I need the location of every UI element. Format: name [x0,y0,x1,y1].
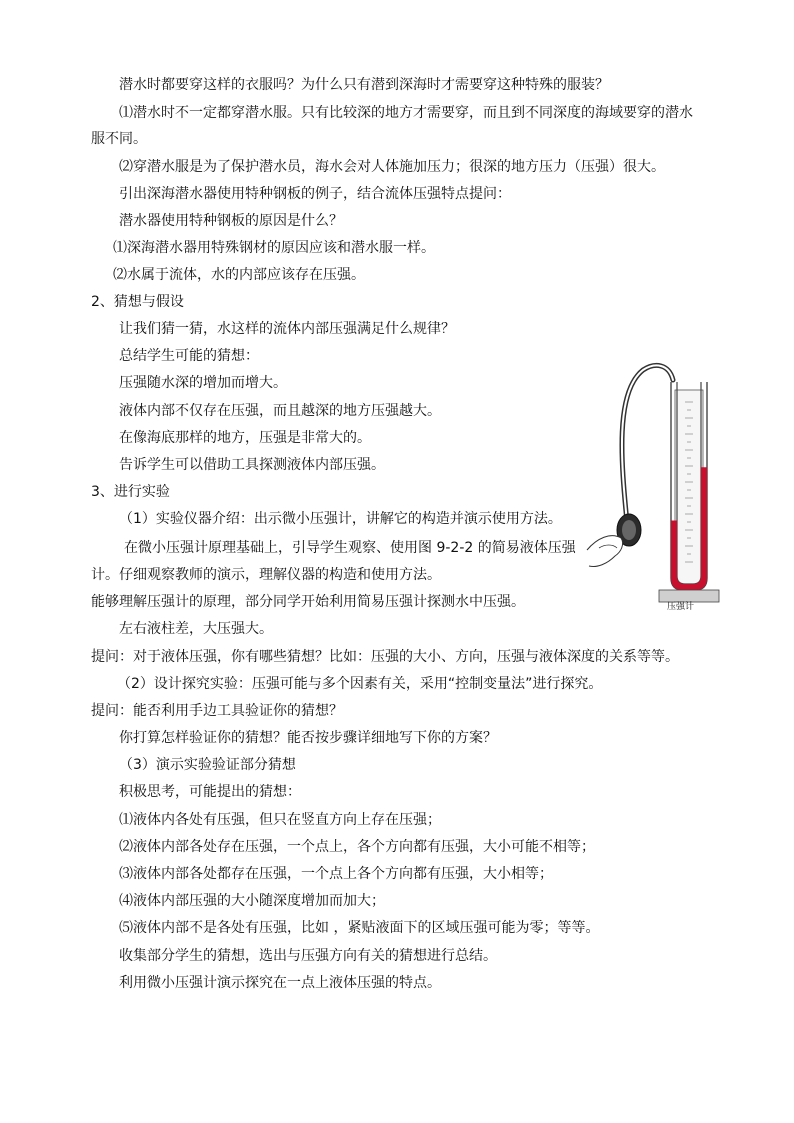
text-line: 提问：对于液体压强，你有哪些猜想？比如：压强的大小、方向，压强与液体深度的关系等等。 [91,649,679,665]
text-line: 计。仔细观察教师的演示，理解仪器的构造和使用方法。 [91,567,441,583]
stand-base [659,590,719,602]
text-line: （1）实验仪器介绍：出示微小压强计，讲解它的构造并演示使用方法。 [119,511,562,527]
text-line: ⑴液体内各处有压强，但只在竖直方向上存在压强； [119,812,441,828]
text-line: 收集部分学生的猜想，选出与压强方向有关的猜想进行总结。 [119,948,497,964]
text-line: 积极思考，可能提出的猜想： [119,784,301,800]
text-line: 液体内部不仅存在压强，而且越深的地方压强越大。 [119,403,441,419]
text-line: 在像海底那样的地方，压强是非常大的。 [119,430,371,446]
pressure-gauge-figure [585,352,725,612]
text-line: （3）演示实验验证部分猜想 [119,757,296,773]
text-line: ⑴深海潜水器用特殊钢材的原因应该和潜水服一样。 [113,240,435,256]
text-line: ⑶液体内部各处都存在压强，一个点上各个方向都有压强，大小相等； [119,866,553,882]
hand-outline [587,536,623,567]
liquid-right-column [701,467,707,564]
text-line: 提问：能否利用手边工具验证你的猜想？ [91,703,343,719]
text-line: （2）设计探究实验：压强可能与多个因素有关，采用“控制变量法”进行探究。 [117,676,603,692]
section-heading: 3、进行实验 [91,484,170,500]
text-line: 能够理解压强计的原理，部分同学开始利用简易压强计探测水中压强。 [91,594,525,610]
section-heading: 2、猜想与假设 [91,294,184,310]
text-line: 潜水时都要穿这样的衣服吗？为什么只有潜到深海时才需要穿这种特殊的服装？ [119,77,609,93]
text-line: 压强随水深的增加而增大。 [119,375,287,391]
text-line: ⑵穿潜水服是为了保护潜水员，海水会对人体施加压力；很深的地方压力（压强）很大。 [119,159,665,175]
text-line: ⑸液体内部不是各处有压强，比如 ，紧贴液面下的区域压强可能为零；等等。 [119,920,600,936]
text-line: 引出深海潜水器使用特种钢板的例子，结合流体压强特点提问： [119,186,511,202]
text-line: 在微小压强计原理基础上，引导学生观察、使用图 9-2-2 的简易液体压强 [124,540,576,556]
text-line: 左右液柱差，大压强大。 [119,621,273,637]
text-line: 潜水器使用特种钢板的原因是什么？ [119,213,343,229]
text-line: ⑵水属于流体，水的内部应该存在压强。 [113,267,365,283]
text-line: 让我们猜一猜，水这样的流体内部压强满足什么规律？ [119,321,455,337]
text-line: ⑴潜水时不一定都穿潜水服。只有比较深的地方才需要穿，而且到不同深度的海域要穿的潜水 [119,105,693,121]
liquid-left-column [671,520,677,564]
figure-caption: 压强计 [667,602,695,612]
text-line: 总结学生可能的猜想： [119,348,259,364]
text-line: 你打算怎样验证你的猜想？能否按步骤详细地写下你的方案？ [119,730,497,746]
text-line: ⑵液体内部各处存在压强，一个点上，各个方向都有压强，大小可能不相等； [119,839,595,855]
text-line: 利用微小压强计演示探究在一点上液体压强的特点。 [119,975,441,991]
text-line: 告诉学生可以借助工具探测液体内部压强。 [119,457,385,473]
scale-board [675,390,703,588]
text-line: ⑷液体内部压强的大小随深度增加而加大； [119,893,385,909]
text-line: 服不同。 [91,131,147,147]
